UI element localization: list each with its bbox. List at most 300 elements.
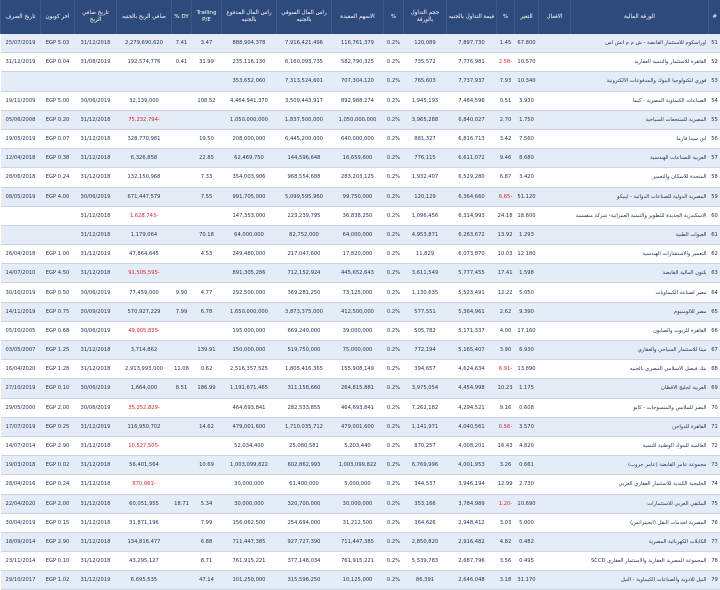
cell-listed-shares: 39,000,000 xyxy=(332,321,384,340)
cell-turnover-volume: 735,572 xyxy=(404,53,447,72)
cell-listed-shares: 264,815,881 xyxy=(332,379,384,398)
cell-change-pct: 3.03 xyxy=(497,513,515,532)
col-close-header[interactable]: الاقفال xyxy=(539,0,571,34)
cell-profit-date: 31/12/2019 xyxy=(75,245,117,264)
cell-dividend-yield xyxy=(172,225,192,244)
cell-row-number: 70 xyxy=(709,398,720,417)
table-row[interactable] xyxy=(1,379,720,398)
table-row[interactable] xyxy=(1,129,720,148)
cell-change-pct: 10.23 xyxy=(497,379,515,398)
cell-volume-pct: 0.2% xyxy=(384,475,404,494)
cell-close-price: 31.170 xyxy=(515,571,539,590)
cell-pe-ratio: 7.55 xyxy=(192,187,222,206)
cell-net-profit: 77,459,000 xyxy=(117,283,172,302)
cell-listed-shares: 1,003,099,822 xyxy=(332,456,384,475)
cell-net-profit: 3,714,862 xyxy=(117,341,172,360)
cell-last-coupon: EGP 0.38 xyxy=(41,149,75,168)
cell-profit-date: 31/12/2018 xyxy=(75,168,117,187)
cell-close-price: 6.930 xyxy=(515,341,539,360)
cell-dividend-yield: 7.99 xyxy=(172,302,192,321)
cell-security-name: اوراسكوم للاستثمار القابضة - ش م م اتش اس xyxy=(571,34,709,53)
col-turnover-volume-header[interactable]: حجم التداول بالورقة xyxy=(404,0,447,34)
cell-listed-shares: 10,125,000 xyxy=(332,571,384,590)
cell-row-number: 72 xyxy=(709,436,720,455)
cell-spacer xyxy=(539,34,571,53)
cell-turnover-volume: 7,262,182 xyxy=(404,398,447,417)
cell-volume-pct: 0.2% xyxy=(384,379,404,398)
cell-profit-date: 31/12/2018 xyxy=(75,264,117,283)
cell-volume-pct: 0.2% xyxy=(384,532,404,551)
cell-last-coupon: EGP 1.00 xyxy=(41,245,75,264)
cell-profit-date: 31/12/2018 xyxy=(75,436,117,455)
cell-paid-capital: 150,000,000 xyxy=(222,341,277,360)
cell-listed-shares: 64,000,000 xyxy=(332,225,384,244)
cell-paid-capital: 249,480,000 xyxy=(222,245,277,264)
cell-spacer xyxy=(539,436,571,455)
cell-listed-shares: 5,000,000 xyxy=(332,475,384,494)
cell-payment-date: 19/05/2019 xyxy=(1,129,41,148)
cell-turnover-volume: 344,537 xyxy=(404,475,447,494)
cell-change-pct: 4.00 xyxy=(497,321,515,340)
cell-change-pct: 3.26 xyxy=(497,456,515,475)
cell-pe-ratio: 4.53 xyxy=(192,245,222,264)
cell-pe-ratio: 14.62 xyxy=(192,417,222,436)
cell-close-price: 51.120 xyxy=(515,187,539,206)
cell-change-pct: 3.42 xyxy=(497,129,515,148)
cell-turnover-volume: 11,829 xyxy=(404,245,447,264)
col-dy-header[interactable]: DY % xyxy=(172,0,192,34)
cell-volume-pct: 0.2% xyxy=(384,72,404,91)
cell-spacer xyxy=(539,129,571,148)
cell-payment-date: 05/06/2008 xyxy=(1,110,41,129)
cell-last-coupon xyxy=(41,72,75,91)
cell-row-number: 56 xyxy=(709,129,720,148)
table-row[interactable] xyxy=(1,72,720,91)
cell-close-price: 67.800 xyxy=(515,34,539,53)
cell-turnover-volume: 577,551 xyxy=(404,302,447,321)
cell-pe-ratio: 5.34 xyxy=(192,494,222,513)
cell-pe-ratio: 6.88 xyxy=(192,532,222,551)
cell-change-pct: 0.51 xyxy=(497,91,515,110)
cell-close-price: 13.890 xyxy=(515,360,539,379)
cell-turnover-value: 6,529,280 xyxy=(447,168,497,187)
cell-pe-ratio: 6.78 xyxy=(192,302,222,321)
cell-turnover-volume: 1,141,971 xyxy=(404,417,447,436)
cell-paid-capital: 235,116,130 xyxy=(222,53,277,72)
cell-market-cap: 82,752,000 xyxy=(277,225,332,244)
table-row[interactable] xyxy=(1,532,720,551)
cell-payment-date: 12/04/2018 xyxy=(1,149,41,168)
col-payment-date-header[interactable]: تاريخ الصرف xyxy=(1,0,41,34)
cell-change-pct: 9.46 xyxy=(497,149,515,168)
cell-market-cap: 7,916,421,496 xyxy=(277,34,332,53)
cell-listed-shares: 582,790,325 xyxy=(332,53,384,72)
cell-dividend-yield xyxy=(172,398,192,417)
cell-spacer xyxy=(539,283,571,302)
table-row[interactable] xyxy=(1,321,720,340)
cell-dividend-yield xyxy=(172,264,192,283)
cell-pe-ratio xyxy=(192,398,222,417)
cell-change-pct: 3.56 xyxy=(497,552,515,571)
cell-market-cap: 144,596,648 xyxy=(277,149,332,168)
cell-market-cap: 315,596,250 xyxy=(277,571,332,590)
cell-change-pct: 10.03 xyxy=(497,245,515,264)
cell-paid-capital: 101,250,000 xyxy=(222,571,277,590)
cell-market-cap: 320,700,000 xyxy=(277,494,332,513)
cell-volume-pct: 0.2% xyxy=(384,341,404,360)
cell-paid-capital: 62,469,750 xyxy=(222,149,277,168)
cell-payment-date: 03/05/2007 xyxy=(1,341,41,360)
cell-change-pct: -6.91 xyxy=(497,360,515,379)
cell-volume-pct: 0.2% xyxy=(384,110,404,129)
cell-volume-pct: 0.2% xyxy=(384,494,404,513)
cell-last-coupon: EGP 0.25 xyxy=(41,417,75,436)
cell-paid-capital: 2,516,357,525 xyxy=(222,360,277,379)
cell-dividend-yield xyxy=(172,91,192,110)
col-volume-pct-header[interactable]: % xyxy=(384,0,404,34)
cell-pe-ratio: 108.52 xyxy=(192,91,222,110)
cell-change-pct: 17.41 xyxy=(497,264,515,283)
cell-turnover-value: 2,687,796 xyxy=(447,552,497,571)
cell-spacer xyxy=(539,360,571,379)
cell-dividend-yield xyxy=(172,532,192,551)
col-security-header[interactable]: الورقة المالية xyxy=(571,0,709,34)
cell-security-name: العربية لحليج الاقطان xyxy=(571,379,709,398)
cell-dividend-yield xyxy=(172,417,192,436)
table-row[interactable] xyxy=(1,494,720,513)
cell-close-price: 8.680 xyxy=(515,149,539,168)
cell-row-number: 52 xyxy=(709,53,720,72)
cell-payment-date: 28/04/2016 xyxy=(1,475,41,494)
cell-market-cap: 254,694,000 xyxy=(277,513,332,532)
cell-pe-ratio xyxy=(192,321,222,340)
cell-turnover-volume: 120,129 xyxy=(404,187,447,206)
col-listed-shares-header[interactable]: الاسهم المقيدة xyxy=(332,0,384,34)
cell-close-price: 3.930 xyxy=(515,91,539,110)
cell-dividend-yield: 9.90 xyxy=(172,283,192,302)
table-row[interactable] xyxy=(1,283,720,302)
cell-dividend-yield xyxy=(172,456,192,475)
cell-row-number: 65 xyxy=(709,302,720,321)
cell-volume-pct: 0.2% xyxy=(384,206,404,225)
cell-security-name: الملتقي العربي للاستثمارات xyxy=(571,494,709,513)
cell-volume-pct: 0.2% xyxy=(384,53,404,72)
cell-turnover-volume: 772,194 xyxy=(404,341,447,360)
cell-payment-date: 30/10/2019 xyxy=(1,283,41,302)
table-row[interactable] xyxy=(1,225,720,244)
table-row[interactable] xyxy=(1,91,720,110)
cell-payment-date: 30/04/2019 xyxy=(1,513,41,532)
cell-listed-shares: 640,000,000 xyxy=(332,129,384,148)
cell-turnover-volume: 1,932,407 xyxy=(404,168,447,187)
cell-pe-ratio: 10.69 xyxy=(192,456,222,475)
cell-profit-date: 31/12/2018 xyxy=(75,360,117,379)
cell-last-coupon: EGP 0.07 xyxy=(41,129,75,148)
cell-close-price: 1.293 xyxy=(515,225,539,244)
cell-profit-date: 30/06/2019 xyxy=(75,398,117,417)
cell-row-number: 71 xyxy=(709,417,720,436)
cell-last-coupon: EGP 2.90 xyxy=(41,436,75,455)
table-row[interactable] xyxy=(1,436,720,455)
table-row[interactable] xyxy=(1,149,720,168)
cell-last-coupon: EGP 0.75 xyxy=(41,302,75,321)
cell-last-coupon: EGP 0.10 xyxy=(41,552,75,571)
cell-change-pct: 3.90 xyxy=(497,341,515,360)
cell-turnover-value: 4,001,953 xyxy=(447,456,497,475)
cell-row-number: 64 xyxy=(709,283,720,302)
cell-change-pct: -6.65 xyxy=(497,187,515,206)
cell-security-name: القاهرة للاستثمار والتنمية العقارية xyxy=(571,53,709,72)
cell-pe-ratio: 22.85 xyxy=(192,149,222,168)
cell-paid-capital: 353,652,060 xyxy=(222,72,277,91)
cell-spacer xyxy=(539,302,571,321)
cell-row-number: 69 xyxy=(709,379,720,398)
cell-security-name: الصناعات الكيماوية المصرية - كيما xyxy=(571,91,709,110)
cell-row-number: 73 xyxy=(709,456,720,475)
cell-listed-shares: 31,212,500 xyxy=(332,513,384,532)
col-change-header[interactable]: التغير xyxy=(515,0,539,34)
cell-close-price: 10.340 xyxy=(515,72,539,91)
cell-close-price: 3.570 xyxy=(515,417,539,436)
cell-dividend-yield xyxy=(172,149,192,168)
table-row[interactable] xyxy=(1,417,720,436)
table-row[interactable] xyxy=(1,110,720,129)
cell-turnover-value: 6,073,870 xyxy=(447,245,497,264)
cell-turnover-volume: 364,626 xyxy=(404,513,447,532)
table-row[interactable] xyxy=(1,168,720,187)
cell-turnover-value: 7,737,937 xyxy=(447,72,497,91)
cell-close-price: 1.750 xyxy=(515,110,539,129)
col-profit-date-header[interactable]: تاريخ صافي الربح xyxy=(75,0,117,34)
cell-turnover-value: 4,040,561 xyxy=(447,417,497,436)
cell-turnover-volume: 2,850,820 xyxy=(404,532,447,551)
cell-profit-date xyxy=(75,72,117,91)
cell-net-profit: -75,232,794 xyxy=(117,110,172,129)
cell-pe-ratio: 19.50 xyxy=(192,129,222,148)
cell-row-number: 63 xyxy=(709,264,720,283)
cell-net-profit: 6,326,858 xyxy=(117,149,172,168)
cell-paid-capital: 208,000,000 xyxy=(222,129,277,148)
cell-listed-shares: 892,988,274 xyxy=(332,91,384,110)
cell-row-number: 51 xyxy=(709,34,720,53)
cell-listed-shares: 116,761,379 xyxy=(332,34,384,53)
table-row[interactable] xyxy=(1,360,720,379)
cell-turnover-value: 2,916,482 xyxy=(447,532,497,551)
cell-volume-pct: 0.2% xyxy=(384,283,404,302)
table-row[interactable] xyxy=(1,571,720,590)
table-row[interactable] xyxy=(1,513,720,532)
cell-listed-shares: 711,447,385 xyxy=(332,532,384,551)
cell-row-number: 58 xyxy=(709,168,720,187)
cell-last-coupon: EGP 1.02 xyxy=(41,571,75,590)
cell-security-name: النيل للادوية والصناعات الكيماوية - النيل xyxy=(571,571,709,590)
cell-last-coupon: EGP 4.50 xyxy=(41,264,75,283)
col-weight-header[interactable]: % xyxy=(497,0,515,34)
col-pe-header[interactable]: Trailing P/E xyxy=(192,0,222,34)
table-row[interactable] xyxy=(1,552,720,571)
cell-close-price: 5.000 xyxy=(515,513,539,532)
cell-turnover-value: 6,314,993 xyxy=(447,206,497,225)
cell-change-pct: -2.58 xyxy=(497,53,515,72)
cell-pe-ratio xyxy=(192,264,222,283)
cell-security-name: ميثا للاستثمار السياحي والعقاري xyxy=(571,341,709,360)
cell-change-pct: 4.82 xyxy=(497,532,515,551)
cell-pe-ratio xyxy=(192,475,222,494)
cell-paid-capital: 354,003,906 xyxy=(222,168,277,187)
cell-close-price: 10.570 xyxy=(515,53,539,72)
cell-profit-date: 31/12/2018 xyxy=(75,129,117,148)
col-market-cap-header[interactable]: راس المال السوقي بالجنيه xyxy=(277,0,332,34)
cell-pe-ratio: 47.14 xyxy=(192,571,222,590)
cell-net-profit: 192,574,776 xyxy=(117,53,172,72)
cell-row-number: 60 xyxy=(709,206,720,225)
cell-net-profit: 31,871,196 xyxy=(117,513,172,532)
cell-paid-capital: 195,000,000 xyxy=(222,321,277,340)
cell-change-pct: 6.87 xyxy=(497,168,515,187)
cell-net-profit: 2,279,690,620 xyxy=(117,34,172,53)
cell-volume-pct: 0.2% xyxy=(384,34,404,53)
cell-market-cap: 6,160,093,735 xyxy=(277,53,332,72)
cell-listed-shares: 707,304,120 xyxy=(332,72,384,91)
table-row[interactable] xyxy=(1,456,720,475)
cell-spacer xyxy=(539,187,571,206)
cell-change-pct: 2.70 xyxy=(497,110,515,129)
cell-payment-date: 14/07/2014 xyxy=(1,436,41,455)
cell-dividend-yield xyxy=(172,475,192,494)
cell-turnover-volume: 870,257 xyxy=(404,436,447,455)
cell-dividend-yield xyxy=(172,72,192,91)
table-row[interactable] xyxy=(1,245,720,264)
cell-paid-capital: 464,693,841 xyxy=(222,398,277,417)
cell-change-pct: 2.62 xyxy=(497,302,515,321)
cell-last-coupon: EGP 0.10 xyxy=(41,379,75,398)
cell-row-number: 79 xyxy=(709,571,720,590)
cell-turnover-volume: 5,539,783 xyxy=(404,552,447,571)
cell-profit-date: 31/12/2018 xyxy=(75,34,117,53)
cell-turnover-volume: 3,975,054 xyxy=(404,379,447,398)
cell-turnover-volume: 353,166 xyxy=(404,494,447,513)
cell-listed-shares: 1,050,000,000 xyxy=(332,110,384,129)
cell-turnover-volume: 6,769,996 xyxy=(404,456,447,475)
cell-payment-date: 08/05/2019 xyxy=(1,187,41,206)
cell-market-cap: 602,862,993 xyxy=(277,456,332,475)
cell-change-pct: -0.56 xyxy=(497,417,515,436)
table-row[interactable] xyxy=(1,341,720,360)
cell-spacer xyxy=(539,513,571,532)
table-row[interactable] xyxy=(1,53,720,72)
cell-payment-date: 14/07/2010 xyxy=(1,264,41,283)
cell-market-cap: 3,873,375,000 xyxy=(277,302,332,321)
cell-net-profit: 116,950,702 xyxy=(117,417,172,436)
cell-spacer xyxy=(539,72,571,91)
cell-paid-capital: 292,500,000 xyxy=(222,283,277,302)
cell-security-name: المصرية للمنتجعات السياحية xyxy=(571,110,709,129)
cell-net-profit xyxy=(117,72,172,91)
cell-last-coupon: EGP 2.90 xyxy=(41,532,75,551)
cell-net-profit: -10,527,505 xyxy=(117,436,172,455)
cell-paid-capital: 52,034,400 xyxy=(222,436,277,455)
cell-market-cap: 3,509,443,917 xyxy=(277,91,332,110)
cell-security-name: المصرية لخدمات النقل (ايجيترانس) xyxy=(571,513,709,532)
cell-volume-pct: 0.2% xyxy=(384,149,404,168)
cell-security-name: المصرية الدولية للصناعات الدوائية - ايبيكو xyxy=(571,187,709,206)
col-net-profit-header[interactable]: صافي الربح بالجنيه xyxy=(117,0,172,34)
cell-market-cap: 1,837,500,000 xyxy=(277,110,332,129)
table-row[interactable] xyxy=(1,398,720,417)
cell-last-coupon xyxy=(41,206,75,225)
cell-close-price: 1.598 xyxy=(515,264,539,283)
cell-pe-ratio xyxy=(192,206,222,225)
cell-pe-ratio xyxy=(192,72,222,91)
cell-security-name: الاسكندرية الجديدة للتطوير والتنمية العمرانية- شركة منقسمة xyxy=(571,206,709,225)
cell-volume-pct: 0.2% xyxy=(384,245,404,264)
cell-last-coupon: EGP 2.00 xyxy=(41,398,75,417)
cell-change-pct: 24.18 xyxy=(497,206,515,225)
cell-dividend-yield xyxy=(172,187,192,206)
table-row[interactable] xyxy=(1,34,720,53)
cell-change-pct: 16.43 xyxy=(497,436,515,455)
cell-close-price: 4.820 xyxy=(515,436,539,455)
cell-paid-capital: 1,050,000,000 xyxy=(222,110,277,129)
col-turnover-value-header[interactable]: قيمة التداول بالجنيه xyxy=(447,0,497,34)
col-last-coupon-header[interactable]: اخر كوبون xyxy=(41,0,75,34)
cell-spacer xyxy=(539,456,571,475)
cell-listed-shares: 479,001,600 xyxy=(332,417,384,436)
cell-net-profit: 47,864,645 xyxy=(117,245,172,264)
cell-turnover-volume: 1,096,456 xyxy=(404,206,447,225)
cell-dividend-yield xyxy=(172,245,192,264)
cell-profit-date: 31/08/2019 xyxy=(75,53,117,72)
cell-security-name: المجموعة المصرية العقارية والاستثمار العقاري SCCD xyxy=(571,552,709,571)
cell-close-price: 3.420 xyxy=(515,168,539,187)
cell-dividend-yield xyxy=(172,513,192,532)
cell-security-name: فوري لتكنولوجيا البنوك والمدفوعات الالكترونية xyxy=(571,72,709,91)
cell-payment-date: 29/10/2017 xyxy=(1,571,41,590)
cell-payment-date: 17/07/2019 xyxy=(1,417,41,436)
table-row[interactable] xyxy=(1,475,720,494)
cell-turnover-value: 5,777,455 xyxy=(447,264,497,283)
cell-last-coupon: EGP 5.03 xyxy=(41,34,75,53)
cell-payment-date: 31/12/2019 xyxy=(1,53,41,72)
cell-last-coupon xyxy=(41,225,75,244)
col-number-header[interactable]: # xyxy=(709,0,720,34)
table-row[interactable] xyxy=(1,206,720,225)
cell-dividend-yield xyxy=(172,321,192,340)
col-paid-capital-header[interactable]: راس المال المدفوع بالجنيه xyxy=(222,0,277,34)
cell-paid-capital: 479,001,600 xyxy=(222,417,277,436)
cell-spacer xyxy=(539,341,571,360)
table-row[interactable] xyxy=(1,187,720,206)
cell-dividend-yield: 8.51 xyxy=(172,379,192,398)
cell-market-cap: 25,080,581 xyxy=(277,436,332,455)
cell-turnover-volume: 86,391 xyxy=(404,571,447,590)
cell-row-number: 59 xyxy=(709,187,720,206)
cell-turnover-value: 7,897,730 xyxy=(447,34,497,53)
cell-close-price: 12.180 xyxy=(515,245,539,264)
cell-payment-date xyxy=(1,206,41,225)
cell-spacer xyxy=(539,398,571,417)
cell-security-name: العالمية للبنوك الوطنية للتنمية xyxy=(571,436,709,455)
cell-profit-date: 31/12/2019 xyxy=(75,417,117,436)
cell-market-cap: 6,445,200,000 xyxy=(277,129,332,148)
cell-last-coupon: EGP 4.00 xyxy=(41,187,75,206)
cell-listed-shares: 30,000,000 xyxy=(332,494,384,513)
cell-dividend-yield: 0.41 xyxy=(172,53,192,72)
cell-security-name: العبوات الطبية xyxy=(571,225,709,244)
cell-market-cap: 5,099,595,960 xyxy=(277,187,332,206)
table-row[interactable] xyxy=(1,264,720,283)
table-row[interactable] xyxy=(1,302,720,321)
